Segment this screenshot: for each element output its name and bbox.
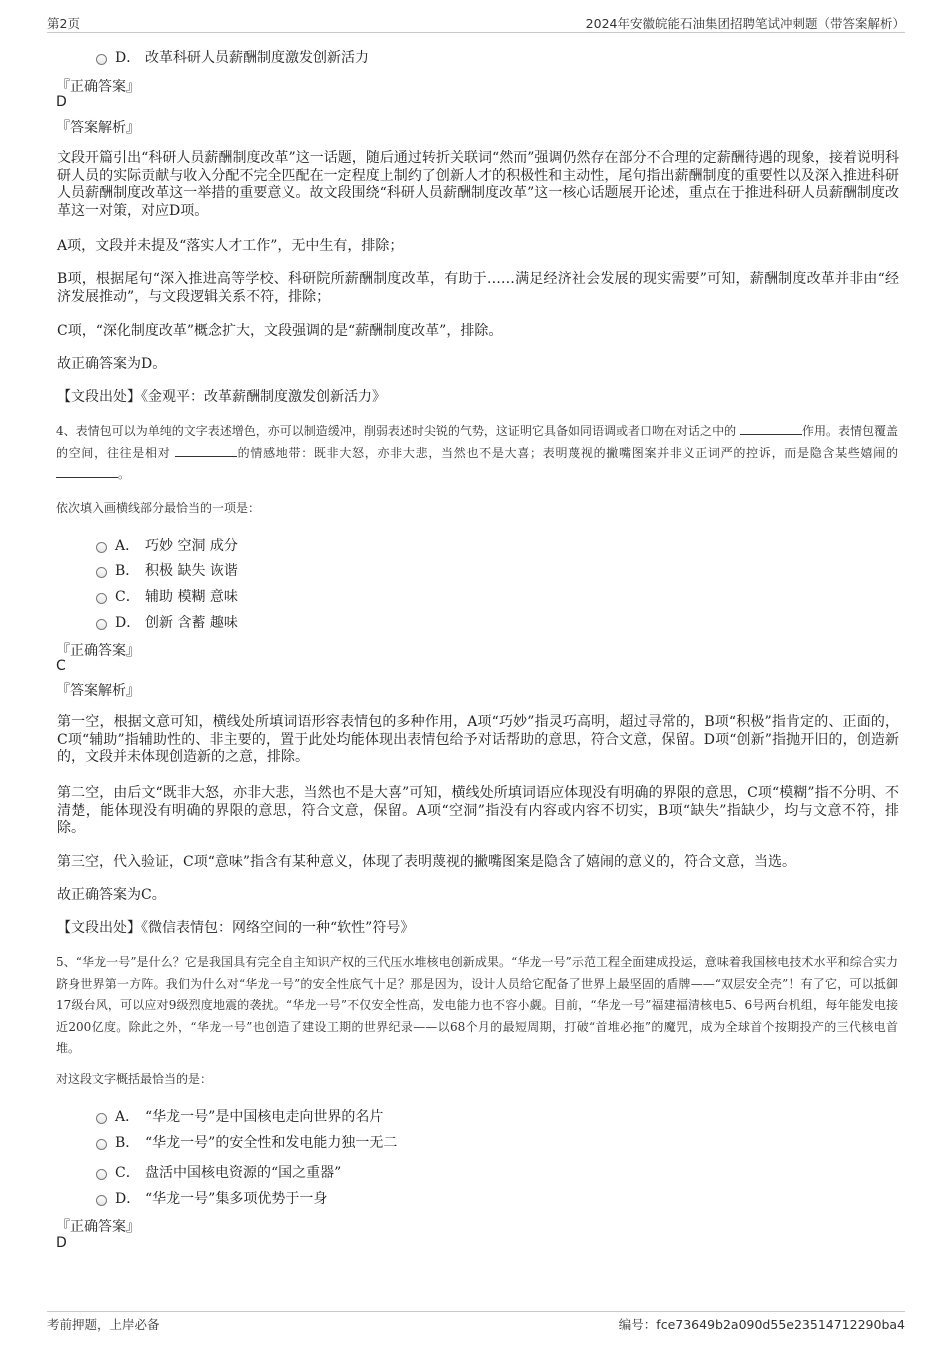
source-citation: 【文段出处】《金观平：改革薪酬制度激发创新活力》: [57, 389, 386, 405]
answer-label: 『正确答案』: [56, 1219, 140, 1235]
answer-label: 『正确答案』: [56, 79, 140, 95]
radio-icon[interactable]: [96, 1113, 107, 1124]
q5-option-b[interactable]: B． “华龙一号”的安全性和发电能力独一无二: [96, 1132, 397, 1152]
q4-stem: 4、表情包可以为单纯的文字表述增色，亦可以制造缓冲，削弱表述时尖锐的气势，这证明它具备如同语调或者口吻在对话之中的 作用。表情包覆盖的空间，往往是相对 的情感地带：既非大怒，亦非大悲，当然也不是大喜；表明蔑视的撇嘴图案并非义正词严的控诉，而是隐含某些嬉闹的 。: [56, 424, 898, 481]
q5-stem: 5、“华龙一号”是什么？它是我国具有完全自主知识产权的三代压水堆核电创新成果。“华龙一号”示范工程全面建成投运，意味着我国核电技术水平和综合实力跻身世界第一方阵。我们为什么对“华龙一号”的安全性底气十足？那是因为，设计人员给它配备了世界上最坚固的盾牌——“双层安全壳”！有了它，可以抵御17级台风，可以应对9级烈度地震的袭扰。“华龙一号”不仅安全性高，发电能力也不容小觑。目前，“华龙一号”福建福清核电5、6号两台机组，每年能发电接近200亿度。除此之外，“华龙一号”也创造了建设工期的世界纪录——以68个月的最短周期，打破“首堆必拖”的魔咒，成为全球首个按期投产的三代核电首堆。: [56, 955, 898, 1055]
q5-option-d[interactable]: D． “华龙一号”集多项优势于一身: [96, 1188, 327, 1208]
page-footer: [47, 1311, 905, 1332]
analysis-paragraph: C项，“深化制度改革”概念扩大，文段强调的是“薪酬制度改革”，排除。: [57, 323, 503, 339]
q4-option-a[interactable]: A． 巧妙 空洞 成分: [96, 535, 238, 555]
q4-prompt: 依次填入画横线部分最恰当的一项是：: [56, 501, 261, 515]
analysis-paragraph: 第三空，代入验证，C项“意味”指含有某种意义，体现了表明蔑视的撇嘴图案是隐含了嬉闹的意义的，符合文意，当选。: [57, 854, 797, 870]
radio-icon[interactable]: [96, 1195, 107, 1206]
page-number: 第2页: [47, 16, 80, 31]
analysis-paragraph: A项，文段并未提及“落实人才工作”，无中生有，排除；: [57, 238, 404, 254]
footer-slogan: 考前押题，上岸必备: [47, 1317, 160, 1332]
q5-option-c[interactable]: C． 盘活中国核电资源的“国之重器”: [96, 1162, 341, 1182]
radio-icon[interactable]: [96, 54, 107, 65]
q5-option-a[interactable]: A． “华龙一号”是中国核电走向世界的名片: [96, 1106, 383, 1126]
q4-option-b[interactable]: B． 积极 缺失 诙谐: [96, 560, 238, 580]
answer-value: D: [56, 1235, 67, 1251]
document-code: 编号：fce73649b2a090d55e23514712290ba4: [618, 1317, 905, 1332]
analysis-paragraph: 故正确答案为D。: [57, 356, 167, 372]
analysis-paragraph: 故正确答案为C。: [57, 887, 166, 903]
analysis-paragraph: 第一空，根据文意可知，横线处所填词语形容表情包的多种作用，A项“巧妙”指灵巧高明，超过寻常的，B项“积极”指肯定的、正面的，C项“辅助”指辅助性的、非主要的，置于此处均能体现出表情包给予对话帮助的意思，符合文意，保留。D项“创新”指抛开旧的，创造新的，文段并未体现创造新的之意，排除。: [57, 714, 899, 765]
radio-icon[interactable]: [96, 593, 107, 604]
radio-icon[interactable]: [96, 619, 107, 630]
blank-line: [56, 465, 118, 478]
q4-option-c[interactable]: C． 辅助 模糊 意味: [96, 586, 238, 606]
analysis-paragraph: B项，根据尾句“深入推进高等学校、科研院所薪酬制度改革，有助于……满足经济社会发展的现实需要”可知，薪酬制度改革并非由“经济发展推动”，与文段逻辑关系不符，排除；: [57, 271, 899, 305]
analysis-label: 『答案解析』: [56, 683, 140, 699]
blank-line: [175, 444, 237, 457]
q5-prompt: 对这段文字概括最恰当的是：: [56, 1072, 213, 1086]
radio-icon[interactable]: [96, 1139, 107, 1150]
radio-icon[interactable]: [96, 567, 107, 578]
document-title: 2024年安徽皖能石油集团招聘笔试冲刺题（带答案解析）: [585, 16, 905, 31]
q4-option-d[interactable]: D． 创新 含蓄 趣味: [96, 612, 238, 632]
radio-icon[interactable]: [96, 1169, 107, 1180]
analysis-paragraph: 文段开篇引出“科研人员薪酬制度改革”这一话题，随后通过转折关联词“然而”强调仍然存在部分不合理的定薪酬待遇的现象，接着说明科研人员的实际贡献与收入分配不完全匹配在一定程度上制约了创新人才的积极性和主动性，尾句指出薪酬制度的重要性以及深入推进科研人员薪酬制度改革这一举措的重要意义。故文段围绕“科研人员薪酬制度改革”这一核心话题展开论述，重点在于推进科研人员薪酬制度改革这一对策，对应D项。: [57, 150, 899, 219]
page-header: [47, 10, 905, 33]
source-citation: 【文段出处】《微信表情包：网络空间的一种“软性”符号》: [57, 920, 415, 936]
analysis-label: 『答案解析』: [56, 120, 140, 136]
analysis-paragraph: 第二空，由后文“既非大怒，亦非大悲，当然也不是大喜”可知，横线处所填词语应体现没有明确的界限的意思，C项“模糊”指不分明、不清楚，能体现没有明确的界限的意思，符合文意，保留。A项“空洞”指没有内容或内容不切实，B项“缺失”指缺少，均与文意不符，排除。: [57, 785, 899, 836]
answer-value: C: [56, 658, 66, 674]
answer-value: D: [56, 94, 67, 110]
q3-option-d[interactable]: D． 改革科研人员薪酬制度激发创新活力: [96, 47, 369, 67]
answer-label: 『正确答案』: [56, 643, 140, 659]
radio-icon[interactable]: [96, 542, 107, 553]
blank-line: [740, 422, 802, 435]
